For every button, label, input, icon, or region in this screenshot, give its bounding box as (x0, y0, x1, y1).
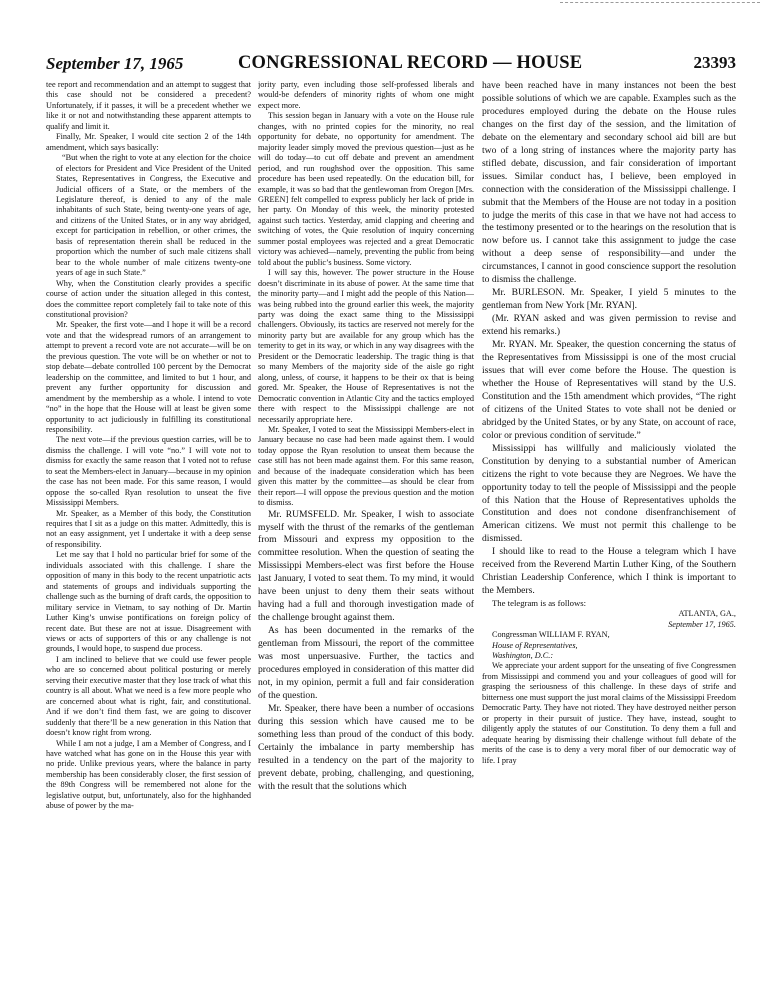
page-number: 23393 (693, 53, 736, 72)
top-dashed-rule (560, 2, 760, 3)
paragraph: I will say this, however. The power structure in the House doesn’t discriminate in its abuse of power. At the same time that the minority party—and I might add the people of this Nation—was being rubbed into the ground earlier this week, the majority party was doing the exact same thing to the Mississippi challengers. Obviously, its tactics are reserved not merely for the minority party but are available for any group which has the temerity to get in its way, or which in any way disagrees with the President or the Democratic leadership. The tragic thing is that so many Members of the majority side of the aisle go right along, unless, of course, it happens to be their ox that is being gored. Mr. Speaker, the House of Representatives is not the Democratic convention in Atlantic City and the tactics employed there with respect to the Mississippi challenge are not necessarily appropriate here. (258, 268, 474, 424)
paragraph: (Mr. RYAN asked and was given permission to revise and extend his remarks.) (482, 313, 736, 338)
telegram-date: September 17, 1965. (668, 619, 736, 629)
telegram-place: ATLANTA, GA., (678, 609, 736, 619)
paragraph: Mr. Speaker, there have been a number of occasions during this session which have caused me to be something less than proud of the conduct of this body. Certainly the imbalance in party membership has resulted in a tendency on the part of the majority to prevent debate, probing, challenging, and questioning, with the result that the solutions which (258, 702, 474, 792)
paragraph: Mississippi has willfully and maliciously violated the Constitution by denying to a substantial number of American citizens the right to vote because they are Negroes. We have the opportunity today to tell the people of Mississippi and the people of this Nation that the House of Representatives upholds the Constitution and does not condone disenfranchisement of American citizens. We must not permit this challenge to be dismissed. (482, 442, 736, 545)
column-1 (46, 80, 251, 975)
paragraph: Mr. RYAN. Mr. Speaker, the question concerning the status of the Representatives from Mississippi is one of the most crucial issues that will ever come before the House. The question is whether the House of Representatives will stand by the U.S. Constitution and the 15th amendment which provides, “The right of citizens of the United States to vote shall not be denied or abridged by the United States, or by any State, on account of race, color or previous condition of servitude.” (482, 339, 736, 441)
column-3 (482, 80, 736, 975)
paragraph: Finally, Mr. Speaker, I would cite section 2 of the 14th amendment, which says basically: (46, 132, 251, 152)
telegram-city: Washington, D.C.: (492, 651, 554, 661)
paragraph: I should like to read to the House a telegram which I have received from the Reverend Martin Luther King, of the Southern Christian Leadership Conference, which I think is important to the Members. (482, 546, 736, 597)
paragraph: Mr. Speaker, as a Member of this body, the Constitution requires that I sit as a judge on this matter. Admittedly, this is not an easy assignment, yet I undertake it with a deep sense of responsibility. (46, 508, 251, 549)
header-title: CONGRESSIONAL RECORD — HOUSE (238, 53, 583, 73)
paragraph: Why, when the Constitution clearly provides a specific course of action under the situation alleged in this contest, does the committee report completely fail to take note of this constitutional provision? (46, 278, 251, 319)
telegram-house: House of Representatives, (492, 640, 578, 650)
paragraph: Mr. RUMSFELD. Mr. Speaker, I wish to associate myself with the thrust of the remarks of the gentleman from Missouri and express my opposition to the committee resolution. When the question of seating the Mississippi Members-elect was first before the House last January, I voted to seat them. To my mind, it would have been unjust to deny them their seats without having had a full and thorough investigation made of the challenge brought against them. (258, 508, 474, 624)
telegram-header (482, 609, 736, 661)
paragraph: As has been documented in the remarks of the gentleman from Missouri, the report of the committee was most unpersuasive. Further, the tactics and procedures employed in consideration of this matter did not, in my opinion, permit a full and fair consideration of the question. (258, 625, 474, 701)
column-2 (258, 80, 474, 975)
telegram-body: We appreciate your ardent support for the unseating of five Congressmen from Mississippi and commend you and your colleagues of good will for grasping the seriousness of this challenge. In these days of strife and bitterness one must support the just moral claims of the Mississippi Freedom Democratic Party. They have not rioted. They have destroyed neither person or property in their pursuit of justice. They have, instead, sought to diligently apply the statutes of our Constitution. To deny them a full and adequate hearing by dismissing their challenge without full debate of the merits of the case is to deny a very moral fiber of our democratic way of life. I pray (482, 661, 736, 765)
paragraph: The telegram is as follows: (492, 598, 587, 609)
page-header (46, 52, 736, 76)
header-date: September 17, 1965 (46, 54, 184, 73)
paragraph: Mr. Speaker, the first vote—and I hope it will be a record vote and that the widespread rumors of an arrangement to attempt to prevent a record vote are not accurate—will be on the previous question. The vote will be on whether or not to stop debate—debate controlled 100 percent by the Democrat leadership on the committee, and limited to but 1 hour, and prevent any further opportunity for discussion and amendment by the membership as a whole. I intend to vote “no” in the hope that the House will at least be given some opportunity to act judiciously in fulfilling its constitutional responsibility. (46, 320, 251, 434)
paragraph: The next vote—if the previous question carries, will be to dismiss the challenge. I will vote “no.” I will vote not to dismiss for exactly the same reason that I voted not to refuse to seat the Members-elect in January—because in my opinion the case has not been made. For this same reason, I would oppose the so-called Ryan resolution to unseat the five Mississippi Members. (46, 435, 251, 508)
quoted-passage: “But when the right to vote at any election for the choice of electors for President and Vice President of the United States, Representatives in Congress, the Executive and Judicial officers of a State, or the members of the Legislature thereof, is denied to any of the male inhabitants of such State, being twenty-one years of age, and citizens of the United States, or in any way abridged, except for participation in rebellion, or other crimes, the basis of representation therein shall be reduced in the proportion which the number of such male citizens shall bear to the whole number of male citizens twenty-one years of age in such State.” (56, 153, 251, 278)
paragraph: jority party, even including those self-professed liberals and would-be defenders of minority rights of whom one might expect more. (258, 80, 474, 110)
paragraph: This session began in January with a vote on the House rule changes, with no printed copies for the minority, no real opportunity for debate, no opportunity for amendment. The majority leader simply moved the previous question—just as he will do today—to cut off debate and prevent an amendment period, and run roughshod over the opposition. This same procedure has been used repeatedly. On the education bill, for example, it was so bad that the gentlewoman from Oregon [Mrs. GREEN] felt compelled to express publicly her lack of pride in her party. On Monday of this week, the minority protested against such tactics. Yesterday, amid clapping and cheering and switching of votes, the Quie resolution of inquiry concerning summer postal employees was rejected and a great Democratic victory was achieved—namely, preventing the public from being told about the public’s business. Some victory. (258, 111, 474, 267)
paragraph: tee report and recommendation and an attempt to suggest that this case should not be considered a precedent? Unfortunately, if it passes, it will be a precedent whether we like it or not and notwithstanding these apparent attempts to qualify and limit it. (46, 80, 251, 131)
paragraph: Mr. BURLESON. Mr. Speaker, I yield 5 minutes to the gentleman from New York [Mr. RYAN]. (482, 287, 736, 312)
paragraph: While I am not a judge, I am a Member of Congress, and I have watched what has gone on in the House this year with no pride. Unlike previous years, where the balance in party membership has been considerably closer, the first session of the 89th Congress will be remembered not alone for the legislative output, but, unfortunately, also for the highhanded abuse of power by the ma- (46, 738, 251, 811)
paragraph: Mr. Speaker, I voted to seat the Mississippi Members-elect in January because no case had been made against them. I would today oppose the Ryan resolution to unseat them because the case still has not been made against them. For this same reason, and because of the inadequate consideration which has been given this matter by the committee—as should be clear from their report—I will oppose the previous question and the motion to dismiss. (258, 424, 474, 508)
paragraph: have been reached have in many instances not been the best possible solutions of which we are capable. Examples such as the procedures employed during the debate on the House rules changes on the first day of the session, and the limitation of debate on the elementary and secondary school aid bill are but two of a long string of instances where the majority party has stifled debate, discussion, and fair consideration of important issues. Similar conduct has, I believe, been employed in connection with the consideration of the Mississippi challenge. I submit that the Members of the House are not today in a position to judge the merits of this case in that we have not had access to the testimony presented or to the hearings on the resolution that is now before us. I cannot take this assignment to judge the case without a deep sense of responsibility—and under the circumstances, I cannot in good conscience support the resolution to dismiss the challenge. (482, 80, 736, 286)
paragraph: Let me say that I hold no particular brief for some of the individuals associated with this challenge. I share the opposition of many in this body to the recent unpatriotic acts and statements of groups and individuals supporting the challenge such as the burning of draft cards, the opposition to military service in Vietnam, to say nothing of Dr. Martin Luther King’s unwise pontifications on foreign policy of recent date. But these are not at issue. Disagreement with views or acts of supporters of this or any challenge is not grounds, I would hope, to suspend due process. (46, 550, 251, 654)
telegram-addressee: Congressman WILLIAM F. RYAN, (492, 630, 610, 640)
paragraph: I am inclined to believe that we could use fewer people who are so concerned about political posturing or merely serving their executive master that they lose track of what this country is all about. What we need is a few more people who are concerned about what is right, fair, and constitutional. And if we don’t find them fast, we are going to discover suddenly that there’ll be a new generation in this Nation that doesn’t know right from wrong. (46, 654, 251, 738)
